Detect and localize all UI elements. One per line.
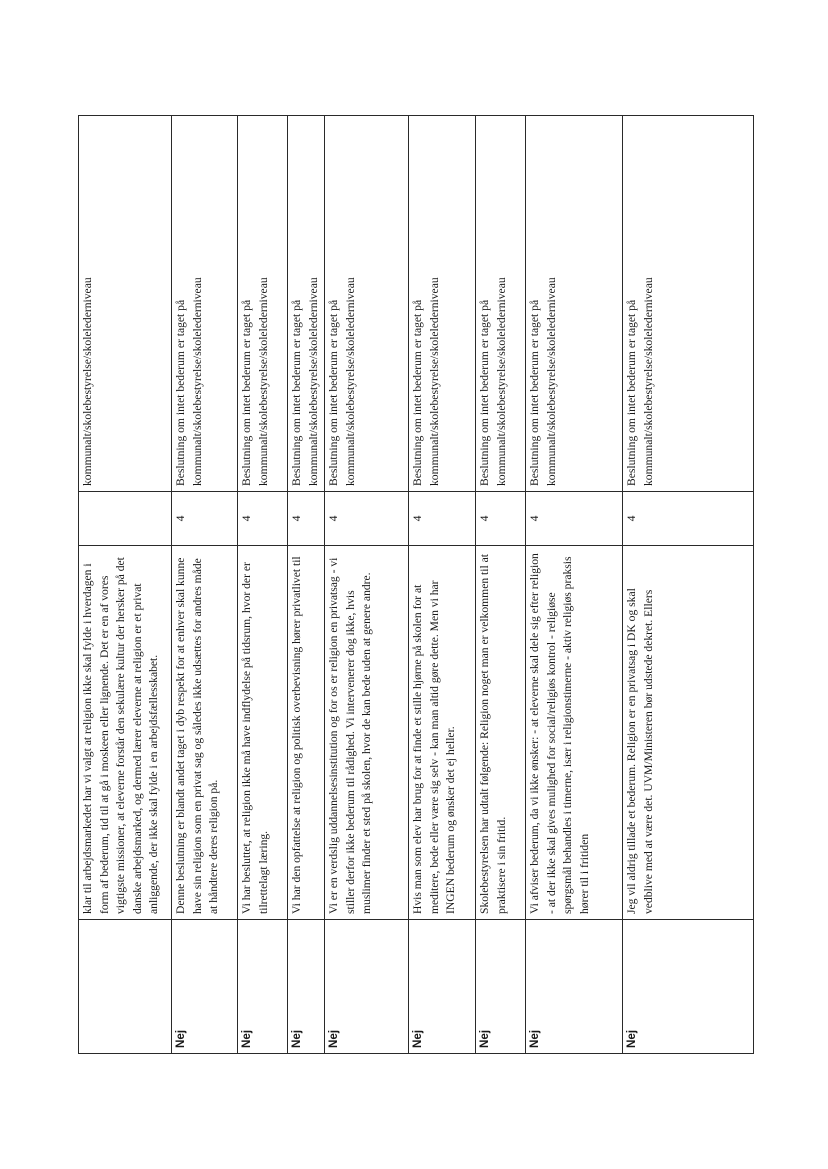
category-number-cell: 4 (172, 492, 238, 546)
table-row (623, 116, 754, 1054)
table-row (526, 116, 623, 1054)
comment-cell: Vi er en verdslig uddannelsesinstitution og for os er religion en privatsag - vi stiller derfor ikke bederum til rådighed. Vi intervenerer dog ikke, hvis muslimer finder et sted på skolen, hvor de kan bede uden at genere andre. (325, 546, 409, 920)
result-cell: Beslutning om intet bederum er taget på kommunalt/skolebestyrelse/skolelederniveau (526, 116, 623, 492)
comment-cell: Vi afviser bederum, da vi ikke ønsker: - at eleverne skal dele sig efter religion - at der ikke skal gives mulighed for social/religiøs kontrol - religiøse spørgsmål behandles i timerne, især i religionstimerne - aktiv religiøs praksis hører til i fritiden (526, 546, 623, 920)
answer-cell: Nej (526, 920, 623, 1054)
table-row (325, 116, 409, 1054)
category-number-cell: 4 (526, 492, 623, 546)
comment-cell: Denne beslutning er blandt andet taget i dyb respekt for at enhver skal kunne have sin religion som en privat sag og således ikke udsættes for andres måde at håndtere deres religion på. (172, 546, 238, 920)
category-number-cell (79, 492, 172, 546)
answer-cell: Nej (238, 920, 288, 1054)
comment-cell: Skolebestyrelsen har udtalt følgende: Religion noget man er velkommen til at praktisere i sin fritid. (476, 546, 526, 920)
answer-cell: Nej (288, 920, 325, 1054)
table-row (79, 116, 172, 1054)
result-cell: kommunalt/skolebestyrelse/skolelederniveau (79, 116, 172, 492)
comment-cell: klar til arbejdsmarkedet har vi valgt at religion ikke skal fylde i hverdagen i form af bederum, tid til at gå i moskeen eller lignende. Det er en af vores vigtigste missioner, at eleverne forstår den sekulære kultur der hersker på det danske arbejdsmarked, og dermed lærer eleverne at religion er et privat anliggende, der ikke skal fylde i en arbejdsfællesskabet. (79, 546, 172, 920)
category-number-cell: 4 (238, 492, 288, 546)
category-number-cell: 4 (409, 492, 476, 546)
comment-cell: Jeg vil aldrig tillade et bederum. Religion er en privatsag i DK og skal vedblive med at være det. UVM/Ministeren bør udstede dekret. Ellers (623, 546, 754, 920)
table-row (238, 116, 288, 1054)
category-number-cell: 4 (288, 492, 325, 546)
table-row (476, 116, 526, 1054)
answer-cell: Nej (325, 920, 409, 1054)
answer-cell: Nej (476, 920, 526, 1054)
category-number-cell: 4 (623, 492, 754, 546)
result-cell: Beslutning om intet bederum er taget på kommunalt/skolebestyrelse/skolelederniveau (288, 116, 325, 492)
answer-cell: Nej (409, 920, 476, 1054)
answer-cell: Nej (623, 920, 754, 1054)
result-cell: Beslutning om intet bederum er taget på kommunalt/skolebestyrelse/skolelederniveau (325, 116, 409, 492)
result-cell: Beslutning om intet bederum er taget på kommunalt/skolebestyrelse/skolelederniveau (476, 116, 526, 492)
answer-cell: Nej (172, 920, 238, 1054)
table-row (409, 116, 476, 1054)
survey-response-table (78, 115, 754, 1054)
result-cell: Beslutning om intet bederum er taget på kommunalt/skolebestyrelse/skolelederniveau (238, 116, 288, 492)
rotated-content (78, 116, 750, 1054)
table-row (288, 116, 325, 1054)
rotated-page (78, 116, 750, 1054)
comment-cell: Hvis man som elev har brug for at finde et stille hjørne på skolen for at meditere, bede eller være sig selv - kan man altid gøre dette. Men vi har INGEN bederum og ønsker det ej heller. (409, 546, 476, 920)
comment-cell: Vi har besluttet, at religion ikke må have indflydelse på tidsrum, hvor der er tilrettelagt læring. (238, 546, 288, 920)
result-cell: Beslutning om intet bederum er taget på kommunalt/skolebestyrelse/skolelederniveau (623, 116, 754, 492)
comment-cell: Vi har den opfattelse at religion og politisk overbevisning hører privatlivet til (288, 546, 325, 920)
category-number-cell: 4 (325, 492, 409, 546)
result-cell: Beslutning om intet bederum er taget på kommunalt/skolebestyrelse/skolelederniveau (409, 116, 476, 492)
table-row (172, 116, 238, 1054)
category-number-cell: 4 (476, 492, 526, 546)
answer-cell (79, 920, 172, 1054)
result-cell: Beslutning om intet bederum er taget på kommunalt/skolebestyrelse/skolelederniveau (172, 116, 238, 492)
